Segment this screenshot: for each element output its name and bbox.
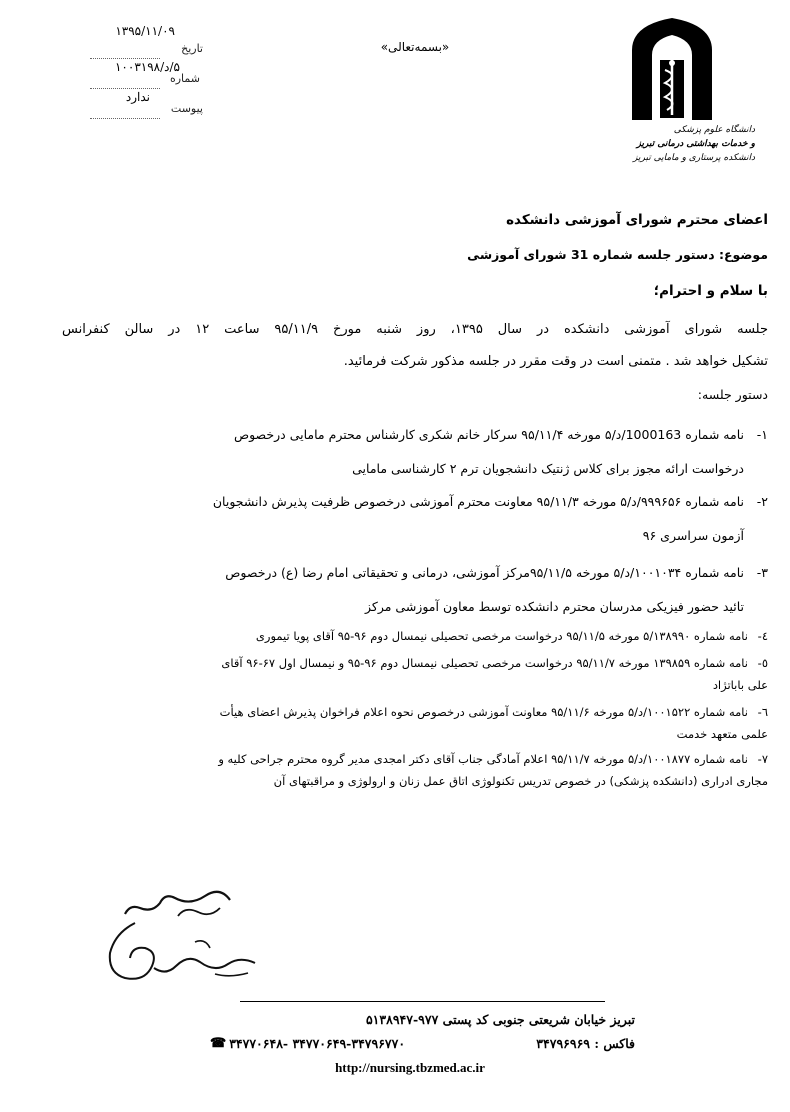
footer-phones <box>210 1036 635 1051</box>
footer-website-link[interactable]: http://nursing.tbzmed.ac.ir <box>335 1060 485 1075</box>
agenda-item-text-cont: علی باباتژاد <box>712 678 768 692</box>
agenda-label: دستور جلسه: <box>697 387 768 402</box>
logo-line-3: دانشکده پرستاری و مامایی تبریز <box>633 153 755 163</box>
date-dotline <box>90 58 160 59</box>
logo-emblem-icon <box>627 15 717 125</box>
phone-icon: ☎ <box>210 1036 227 1051</box>
signature-block <box>80 878 260 993</box>
agenda-item-number: ۲- <box>756 494 768 509</box>
agenda-item-text-cont: تائید حضور فیزیکی مدرسان محترم دانشکده توسط معاون آموزشی مرکز <box>365 599 744 614</box>
letter-meta <box>85 22 205 117</box>
number-label: شماره <box>169 72 200 85</box>
number-dotline <box>90 88 160 89</box>
number-value: ۵/د/۱۰۰۳۱۹۸ <box>114 60 180 74</box>
phone-numbers: ۳۴۷۷۰۶۴۸- ۳۴۷۷۰۶۴۹-۳۴۷۹۶۷۷۰ <box>229 1036 406 1051</box>
agenda-item-6 <box>62 701 768 745</box>
body-paragraph <box>62 314 768 378</box>
university-logo <box>625 15 765 175</box>
agenda-item-2 <box>62 487 768 551</box>
agenda-item-5 <box>62 652 768 696</box>
paragraph-line-2: تشکیل خواهد شد . متمنی است در وقت مقرر در جلسه مذکور شرکت فرمائید. <box>343 354 768 369</box>
attachment-value: ندارد <box>125 90 150 104</box>
agenda-item-text-cont: درخواست ارائه مجوز برای کلاس ژنتیک دانشجویان ترم ۲ کارشناسی مامایی <box>352 461 744 476</box>
agenda-item-text: نامه شماره ۱۰۰۱۰۳۴/د/۵ مورخه ۹۵/۱۱/۵مرکز آموزشی، درمانی و تحقیقاتی امام رضا (ع) درخصوص <box>225 565 744 580</box>
logo-line-2: و خدمات بهداشتی درمانی تبریز <box>636 139 755 149</box>
agenda-item-4 <box>62 625 768 647</box>
agenda-item-text-cont: مجاری ادراری (دانشکده پزشکی) در خصوص تدریس تکنولوژی اتاق عمل زنان و ارولوژی و مراقبتهای آن <box>273 774 768 788</box>
agenda-item-text: نامه شماره ۱۰۰۱۸۷۷/د/۵ مورخه ۹۵/۱۱/۷ اعلام آمادگی جناب آقای دکتر امجدی مدیر گروه محترم جراحی کلیه و <box>218 752 748 766</box>
agenda-item-text-cont: آزمون سراسری ۹۶ <box>642 528 744 543</box>
greeting-line: با سلام و احترام؛ <box>653 283 768 299</box>
logo-line-1: دانشگاه علوم پزشکی <box>673 125 755 135</box>
agenda-item-number: ٧- <box>757 752 768 766</box>
agenda-item-number: ٤- <box>757 629 768 643</box>
agenda-item-number: ۱- <box>756 427 768 442</box>
attachment-dotline <box>90 118 160 119</box>
agenda-item-text: نامه شماره ۱۰۰۱۵۲۲/د/۵ مورخه ۹۵/۱۱/۶ معاونت آموزشی درخصوص نحوه اعلام فراخوان پذیرش اعضای هیأت <box>219 705 748 719</box>
recipient-line: اعضای محترم شورای آموزشی دانشکده <box>506 212 768 228</box>
agenda-item-3 <box>62 558 768 622</box>
agenda-item-text-cont: علمی متعهد خدمت <box>676 727 768 741</box>
paragraph-line-1: جلسه شورای آموزشی دانشکده در سال ۱۳۹۵، روز شنبه مورخ ۹۵/۱۱/۹ ساعت ۱۲ در سالن کنفرانس <box>62 322 769 337</box>
subject-line: موضوع: دستور جلسه شماره 31 شورای آموزشی <box>467 247 768 262</box>
agenda-item-number: ۳- <box>756 565 768 580</box>
agenda-item-number: ٦- <box>757 705 768 719</box>
date-label: تاریخ <box>181 42 203 55</box>
agenda-item-7 <box>62 748 768 792</box>
attachment-label: پیوست <box>170 102 203 115</box>
bismillah-heading: «بسمه‌تعالی» <box>380 40 450 54</box>
agenda-item-text: نامه شماره 1000163/د/۵ مورخه ۹۵/۱۱/۴ سرکار خانم شکری کارشناس محترم مامایی درخصوص <box>233 427 744 442</box>
date-value: ۱۳۹۵/۱۱/۰۹ <box>115 24 175 38</box>
agenda-item-1 <box>62 420 768 484</box>
footer-divider <box>240 1001 605 1002</box>
agenda-item-text: نامه شماره ۱۳۹۸۵۹ مورخه ۹۵/۱۱/۷ درخواست مرخصی تحصیلی نیمسال دوم ۹۶-۹۵ و نیمسال اول ۶۷-۹۶ آقای <box>221 656 748 670</box>
agenda-item-text: نامه شماره ۹۹۹۶۵۶/د/۵ مورخه ۹۵/۱۱/۳ معاونت محترم آموزشی درخصوص ظرفیت پذیرش دانشجویان <box>212 494 744 509</box>
agenda-item-number: ٥- <box>757 656 768 670</box>
footer-address: تبریز خیابان شریعتی جنوبی کد پستی ۹۷۷-۵۱۳۸۹۴۷ <box>365 1012 635 1027</box>
fax-number: ۳۴۷۹۶۹۶۹ : فاکس <box>536 1036 635 1051</box>
handwritten-signature <box>80 878 260 993</box>
agenda-item-text: نامه شماره ۵/۱۳۸۹۹۰ مورخه ۹۵/۱۱/۵ درخواست مرخصی تحصیلی نیمسال دوم ۹۶-۹۵ آقای پویا تیموری <box>255 629 748 643</box>
